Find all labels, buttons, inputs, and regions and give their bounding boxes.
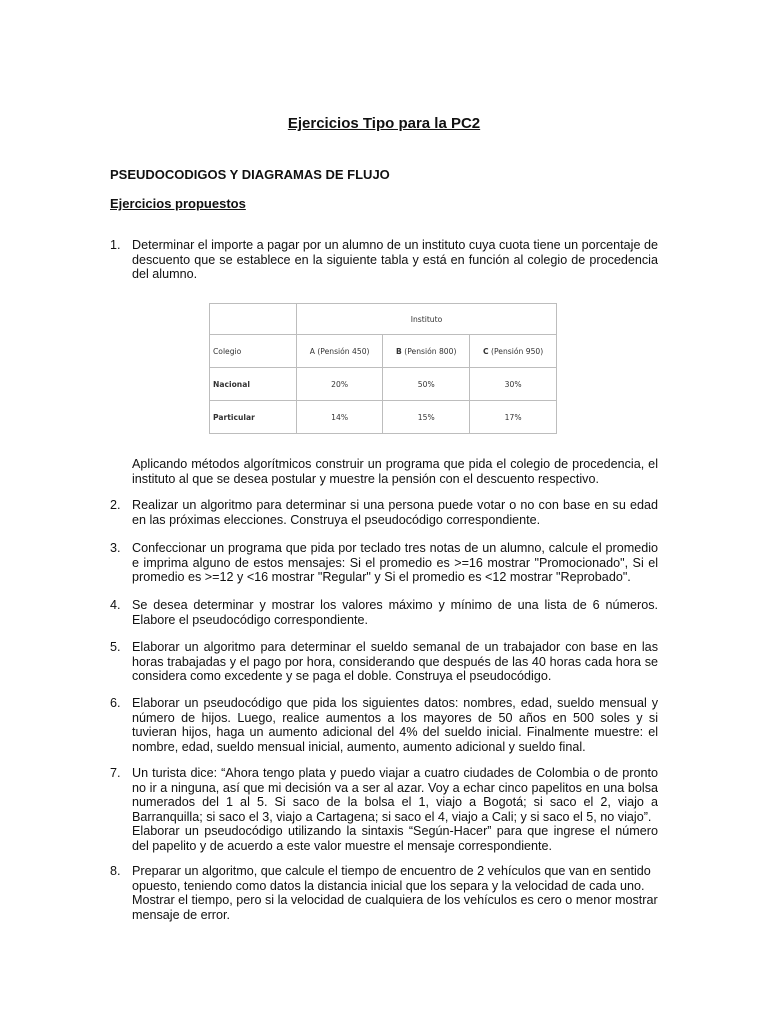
exercise-number: 8. [110,864,121,878]
section-heading: PSEUDOCODIGOS Y DIAGRAMAS DE FLUJO [110,167,390,182]
exercise-number: 7. [110,766,121,780]
table-row-header: Colegio [210,335,297,368]
exercise-text-continued: Elaborar un pseudocódigo utilizando la sintaxis “Según-Hacer” para que ingrese el número del papelito y de acuerdo a este valor muestre el mensaje correspondiente. [132,824,658,853]
table-column-header [383,335,470,368]
exercise-body [132,766,658,854]
exercise-text: Preparar un algoritmo, que calcule el tiempo de encuentro de 2 vehículos que van en sentido opuesto, teniendo como datos la distancia inicial que los separa y la velocidad de cada uno. Mostrar el tiempo, pero si la velocidad de cualquiera de los vehículos es cero o menor mostrar mensaje de error. [132,864,658,922]
pension-discount-table [209,303,557,434]
exercise-number: 2. [110,498,121,512]
column-letter: A [309,346,315,356]
exercise-text: Un turista dice: “Ahora tengo plata y puedo viajar a cuatro ciudades de Colombia o de pronto no ir a ninguna, así que mi decisión va a ser al azar. Voy a echar cinco papelitos en una bolsa numerados del 1 al 5. Si saco de la bolsa el 1, viajo a Bogotá; si saco el 2, viajo a Barranquilla; si saco el 3, viajo a Cartagena; si saco el 4, viajo a Cali; y si saco el 5, no viajo”. [132,766,658,824]
exercise-number: 3. [110,541,121,555]
exercise-text: Se desea determinar y mostrar los valores máximo y mínimo de una lista de 6 números. Elabore el pseudocódigo correspondiente. [132,598,658,627]
exercise-text: Confeccionar un programa que pida por teclado tres notas de un alumno, calcule el promedio e imprima alguno de estos mensajes: Si el promedio es >=16 mostrar "Promocionado", Si el promedio es >=12 y <16 mostrar "Regular" y Si el promedio es <12 mostrar "Reprobado". [132,541,658,585]
table-cell: 30% [470,368,557,401]
exercise-item-4 [110,598,658,627]
table-header-row [210,304,557,335]
exercise-item-2 [110,498,658,527]
table-cell: 14% [297,401,383,434]
exercise-text: Elaborar un algoritmo para determinar el sueldo semanal de un trabajador con base en las horas trabajadas y el pago por hora, considerando que después de las 40 horas cada hora se considera como excedente y se paga el doble. Construya el pseudocódigo. [132,640,658,684]
table-row-label: Nacional [210,368,297,401]
column-letter: C [483,346,489,356]
exercise-item-7 [110,766,658,854]
subsection-heading: Ejercicios propuestos [110,196,246,211]
column-label: (Pensión 450) [314,346,370,356]
table-column-header [297,335,383,368]
table-cell: 50% [383,368,470,401]
table-row [210,401,557,434]
exercise-number: 1. [110,238,121,252]
column-label: (Pensión 800) [401,346,457,356]
exercise-number: 4. [110,598,121,612]
table-corner-cell [210,304,297,335]
document-title: Ejercicios Tipo para la PC2 [287,115,481,132]
exercise-item-1 [110,238,658,282]
table-cell: 17% [470,401,557,434]
table-row-label: Particular [210,401,297,434]
exercise-item-3 [110,541,658,585]
exercise-text: Realizar un algoritmo para determinar si una persona puede votar o no con base en su edad en las próximas elecciones. Construya el pseudocódigo correspondiente. [132,498,658,527]
exercise-number: 6. [110,696,121,710]
exercise-number: 5. [110,640,121,654]
exercise-item-5 [110,640,658,684]
table-column-header [470,335,557,368]
exercise-1-instruction: Aplicando métodos algorítmicos construir un programa que pida el colegio de procedencia, el instituto al que se desea postular y muestre la pensión con el descuento respectivo. [132,457,658,486]
column-label: (Pensión 950) [488,346,544,356]
table-group-header: Instituto [297,304,557,335]
exercise-text: Elaborar un pseudocódigo que pida los siguientes datos: nombres, edad, sueldo mensual y número de hijos. Luego, realice aumentos a los mayores de 50 años en 500 soles y si tuvieran hijos, haga un aumento adicional del 4% del sueldo inicial. Finalmente muestre: el nombre, edad, sueldo mensual inicial, aumento, aumento adicional y sueldo final. [132,696,658,754]
table-column-row [210,335,557,368]
exercise-text: Determinar el importe a pagar por un alumno de un instituto cuya cuota tiene un porcentaje de descuento que se establece en la siguiente tabla y está en función al colegio de procedencia del alumno. [132,238,658,282]
table-cell: 15% [383,401,470,434]
exercise-item-6 [110,696,658,754]
table-cell: 20% [297,368,383,401]
column-letter: B [396,346,402,356]
exercise-item-8 [110,864,658,922]
table-row [210,368,557,401]
